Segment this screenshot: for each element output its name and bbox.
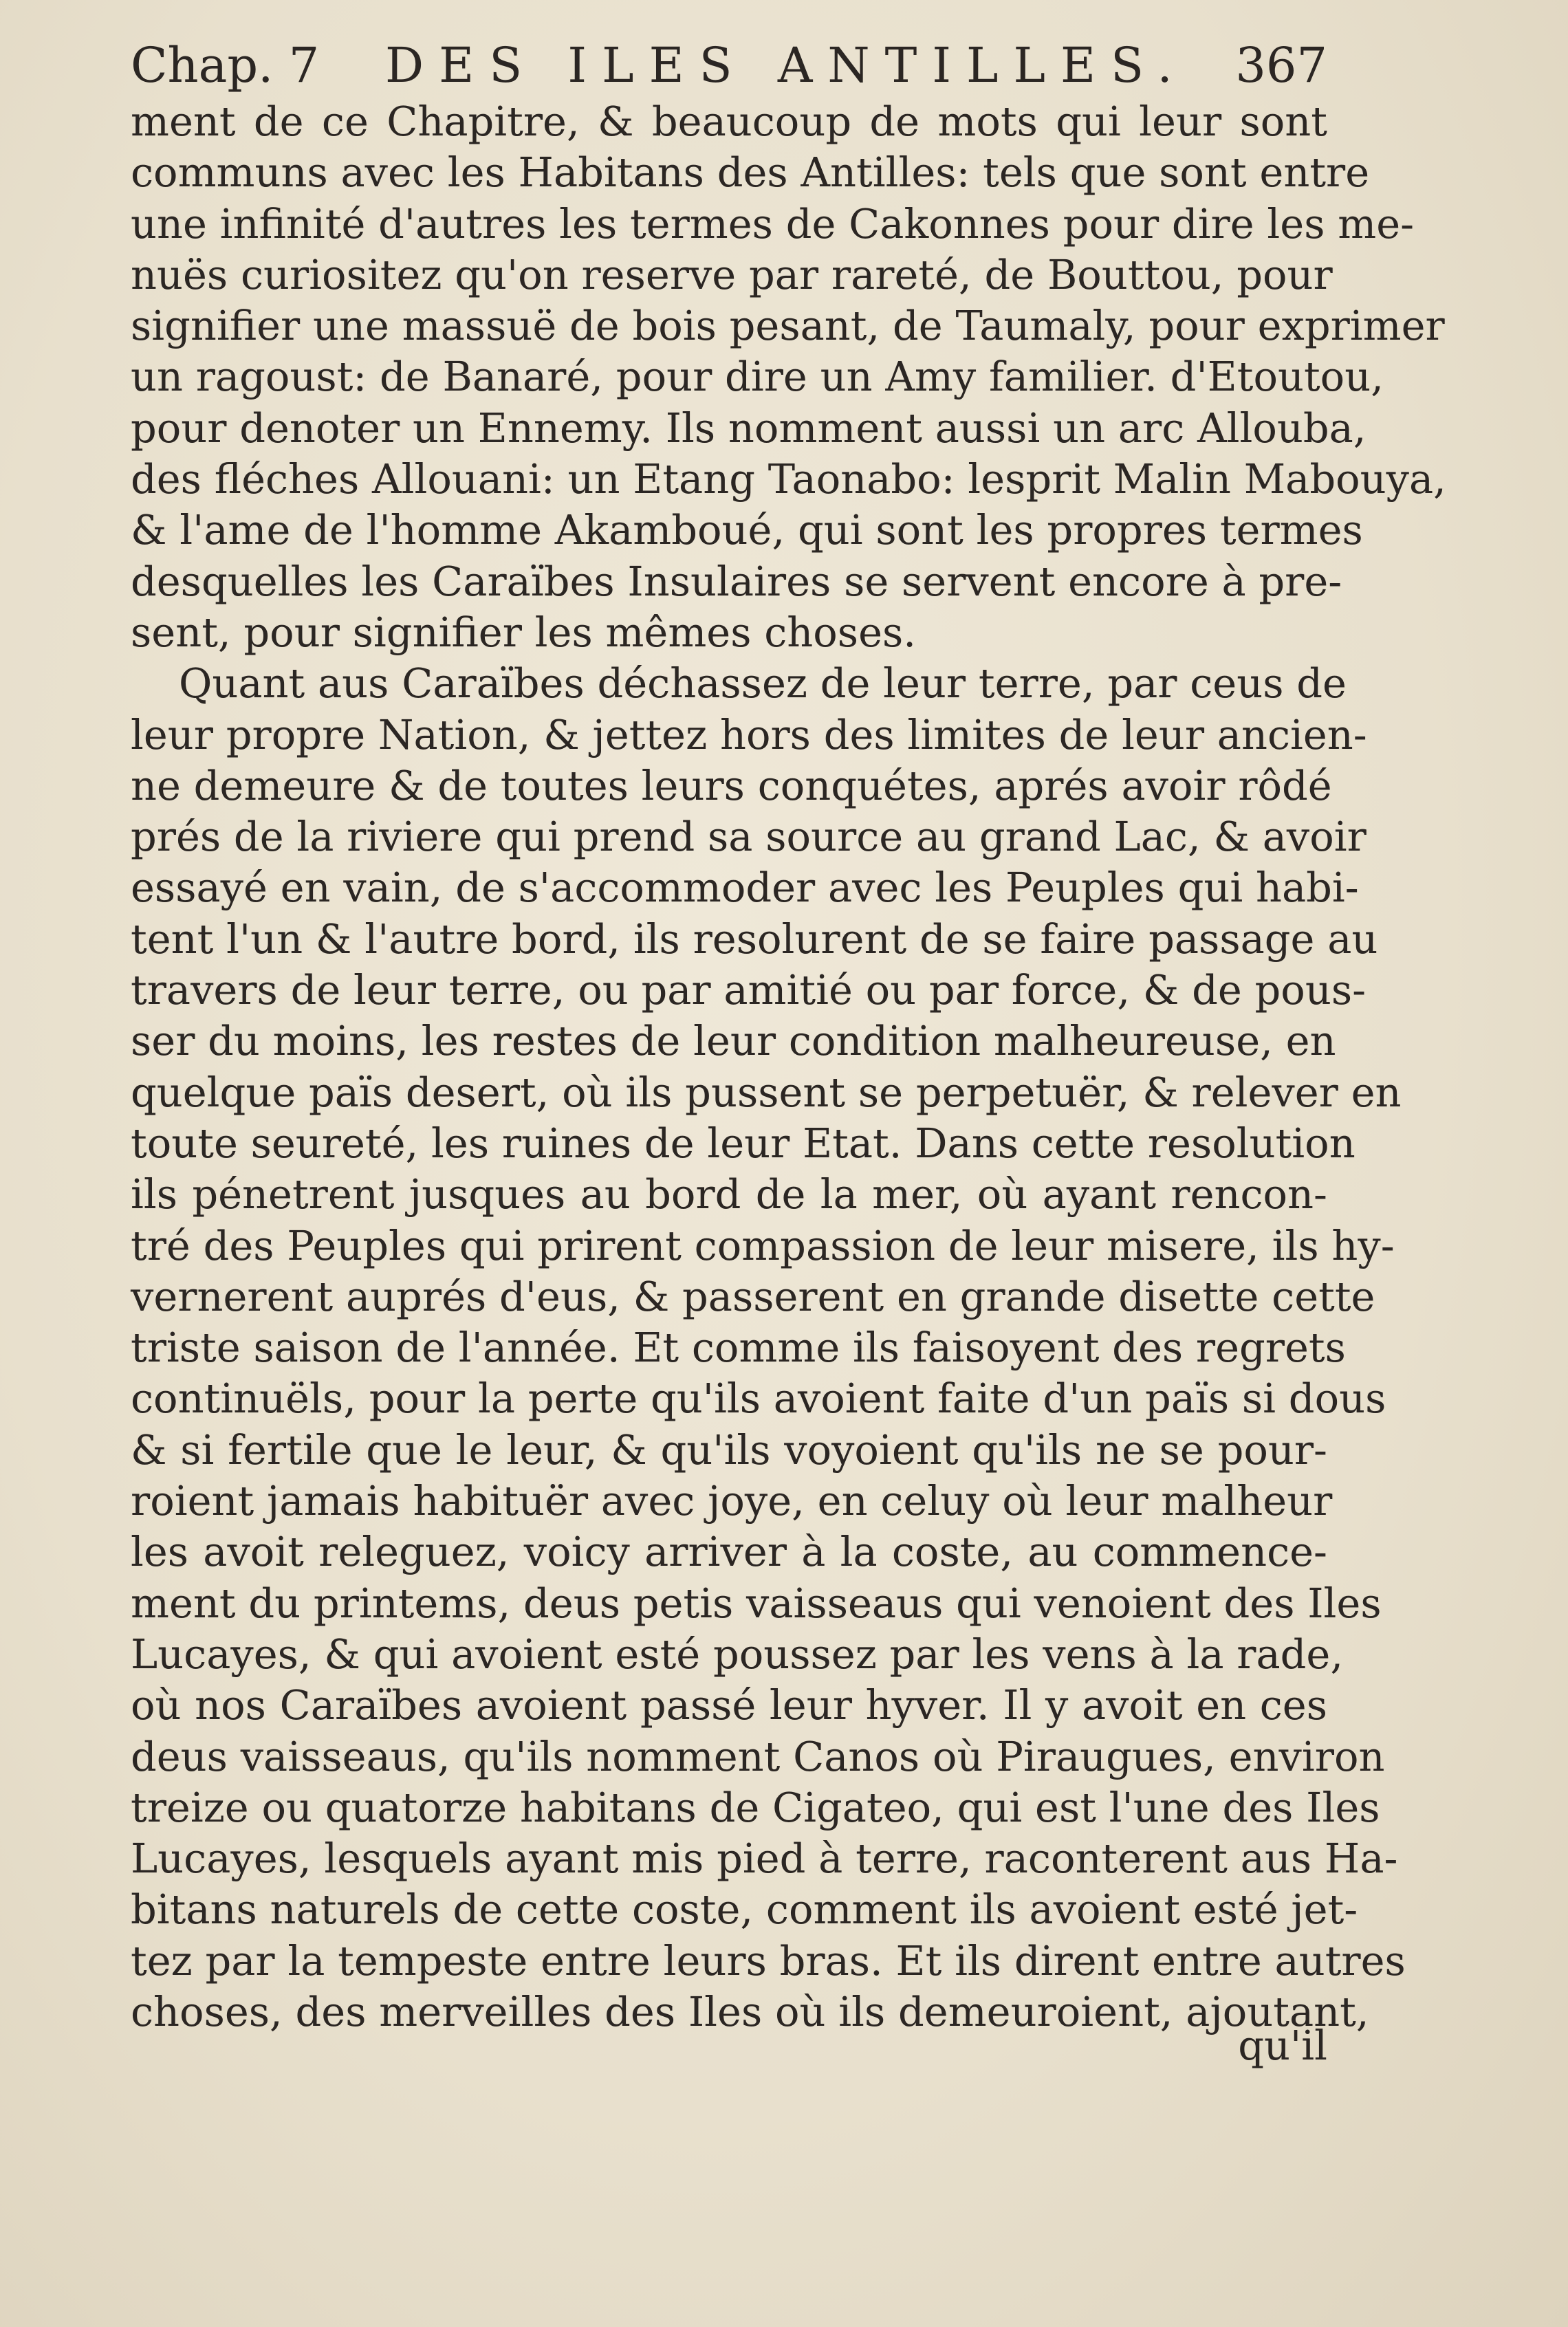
page-number: 367	[1235, 37, 1327, 94]
running-title: DES ILES ANTILLES.	[385, 37, 1188, 94]
text-line: une infinité d'autres les termes de Cakonnes pour dire les me-	[131, 199, 1415, 248]
text-line: les avoit releguez, voicy arriver à la coste, au commence-	[131, 1528, 1327, 1576]
text-line: quelque païs desert, où ils pussent se perpetuër, & relever en	[131, 1068, 1402, 1116]
text-line: Lucayes, & qui avoient esté poussez par les vens à la rade,	[131, 1630, 1344, 1678]
text-line: leur propre Nation, & jettez hors des limites de leur ancien-	[131, 710, 1367, 758]
text-line: deus vaisseaus, qu'ils nomment Canos où Piraugues, environ	[131, 1732, 1385, 1780]
text-line: triste saison de l'année. Et comme ils faisoyent des regrets	[131, 1324, 1346, 1372]
text-line: vernerent auprés d'eus, & passerent en grande disette cette	[131, 1272, 1375, 1320]
text-line: toute seureté, les ruines de leur Etat. Dans cette resolution	[131, 1119, 1355, 1167]
text-line: bitans naturels de cette coste, comment ils avoient esté jet-	[131, 1886, 1358, 1934]
text-line: ment du printems, deus petis vaisseaus qui venoient des Iles	[131, 1579, 1382, 1627]
text-line: roient jamais habituër avec joye, en celuy où leur malheur	[131, 1477, 1333, 1525]
text-line: pour denoter un Ennemy. Ils nomment aussi un arc Allouba,	[131, 404, 1366, 452]
text-line: essayé en vain, de s'accommoder avec les Peuples qui habi-	[131, 864, 1359, 912]
text-line: des fléches Allouani: un Etang Taonabo: lesprit Malin Mabouya,	[131, 455, 1446, 503]
text-line: où nos Caraïbes avoient passé leur hyver. Il y avoit en ces	[131, 1681, 1327, 1729]
text-line: ne demeure & de toutes leurs conquétes, aprés avoir rôdé	[131, 761, 1332, 809]
text-line: ser du moins, les restes de leur condition malheureuse, en	[131, 1017, 1336, 1065]
text-line: nuës curiositez qu'on reserve par rareté, de Bouttou, pour	[131, 250, 1333, 298]
chapter-label: Chap. 7	[131, 37, 320, 94]
text-line: ils pénetrent jusques au bord de la mer, où ayant rencon-	[131, 1170, 1327, 1219]
text-line: & si fertile que le leur, & qu'ils voyoient qu'ils ne se pour-	[131, 1425, 1327, 1474]
text-line: prés de la riviere qui prend sa source au grand Lac, & avoir	[131, 813, 1366, 861]
text-line: signifier une massuë de bois pesant, de Taumaly, pour exprimer	[131, 302, 1445, 350]
text-line: continuëls, pour la perte qu'ils avoient faite d'un païs si dous	[131, 1375, 1386, 1423]
text-line: Quant aus Caraïbes déchassez de leur terre, par ceus de	[179, 659, 1347, 708]
text-line: travers de leur terre, ou par amitié ou par force, & de pous-	[131, 966, 1366, 1014]
text-line: tré des Peuples qui prirent compassion de leur misere, ils hy-	[131, 1221, 1395, 1269]
text-line: tent l'un & l'autre bord, ils resolurent de se faire passage au	[131, 915, 1378, 963]
text-line: communs avec les Habitans des Antilles: tels que sont entre	[131, 149, 1370, 197]
text-line: ment de ce Chapitre, & beaucoup de mots qui leur sont	[131, 98, 1327, 145]
text-line: & l'ame de l'homme Akamboué, qui sont les propres termes	[131, 506, 1363, 554]
text-line: treize ou quatorze habitans de Cigateo, qui est l'une des Iles	[131, 1783, 1380, 1831]
text-line: desquelles les Caraïbes Insulaires se servent encore à pre-	[131, 557, 1342, 605]
running-header	[131, 28, 1327, 103]
text-line: un ragoust: de Banaré, pour dire un Amy familier. d'Etoutou,	[131, 353, 1384, 401]
body-text	[131, 96, 1446, 2038]
catchword: qu'il	[1238, 2022, 1327, 2069]
text-line: choses, des merveilles des Iles où ils demeuroient, ajoutant,	[131, 1987, 1369, 2035]
text-line: Lucayes, lesquels ayant mis pied à terre, raconterent aus Ha-	[131, 1835, 1398, 1883]
text-line: tez par la tempeste entre leurs bras. Et ils dirent entre autres	[131, 1936, 1406, 1985]
text-line: sent, pour signifier les mêmes choses.	[131, 608, 917, 656]
